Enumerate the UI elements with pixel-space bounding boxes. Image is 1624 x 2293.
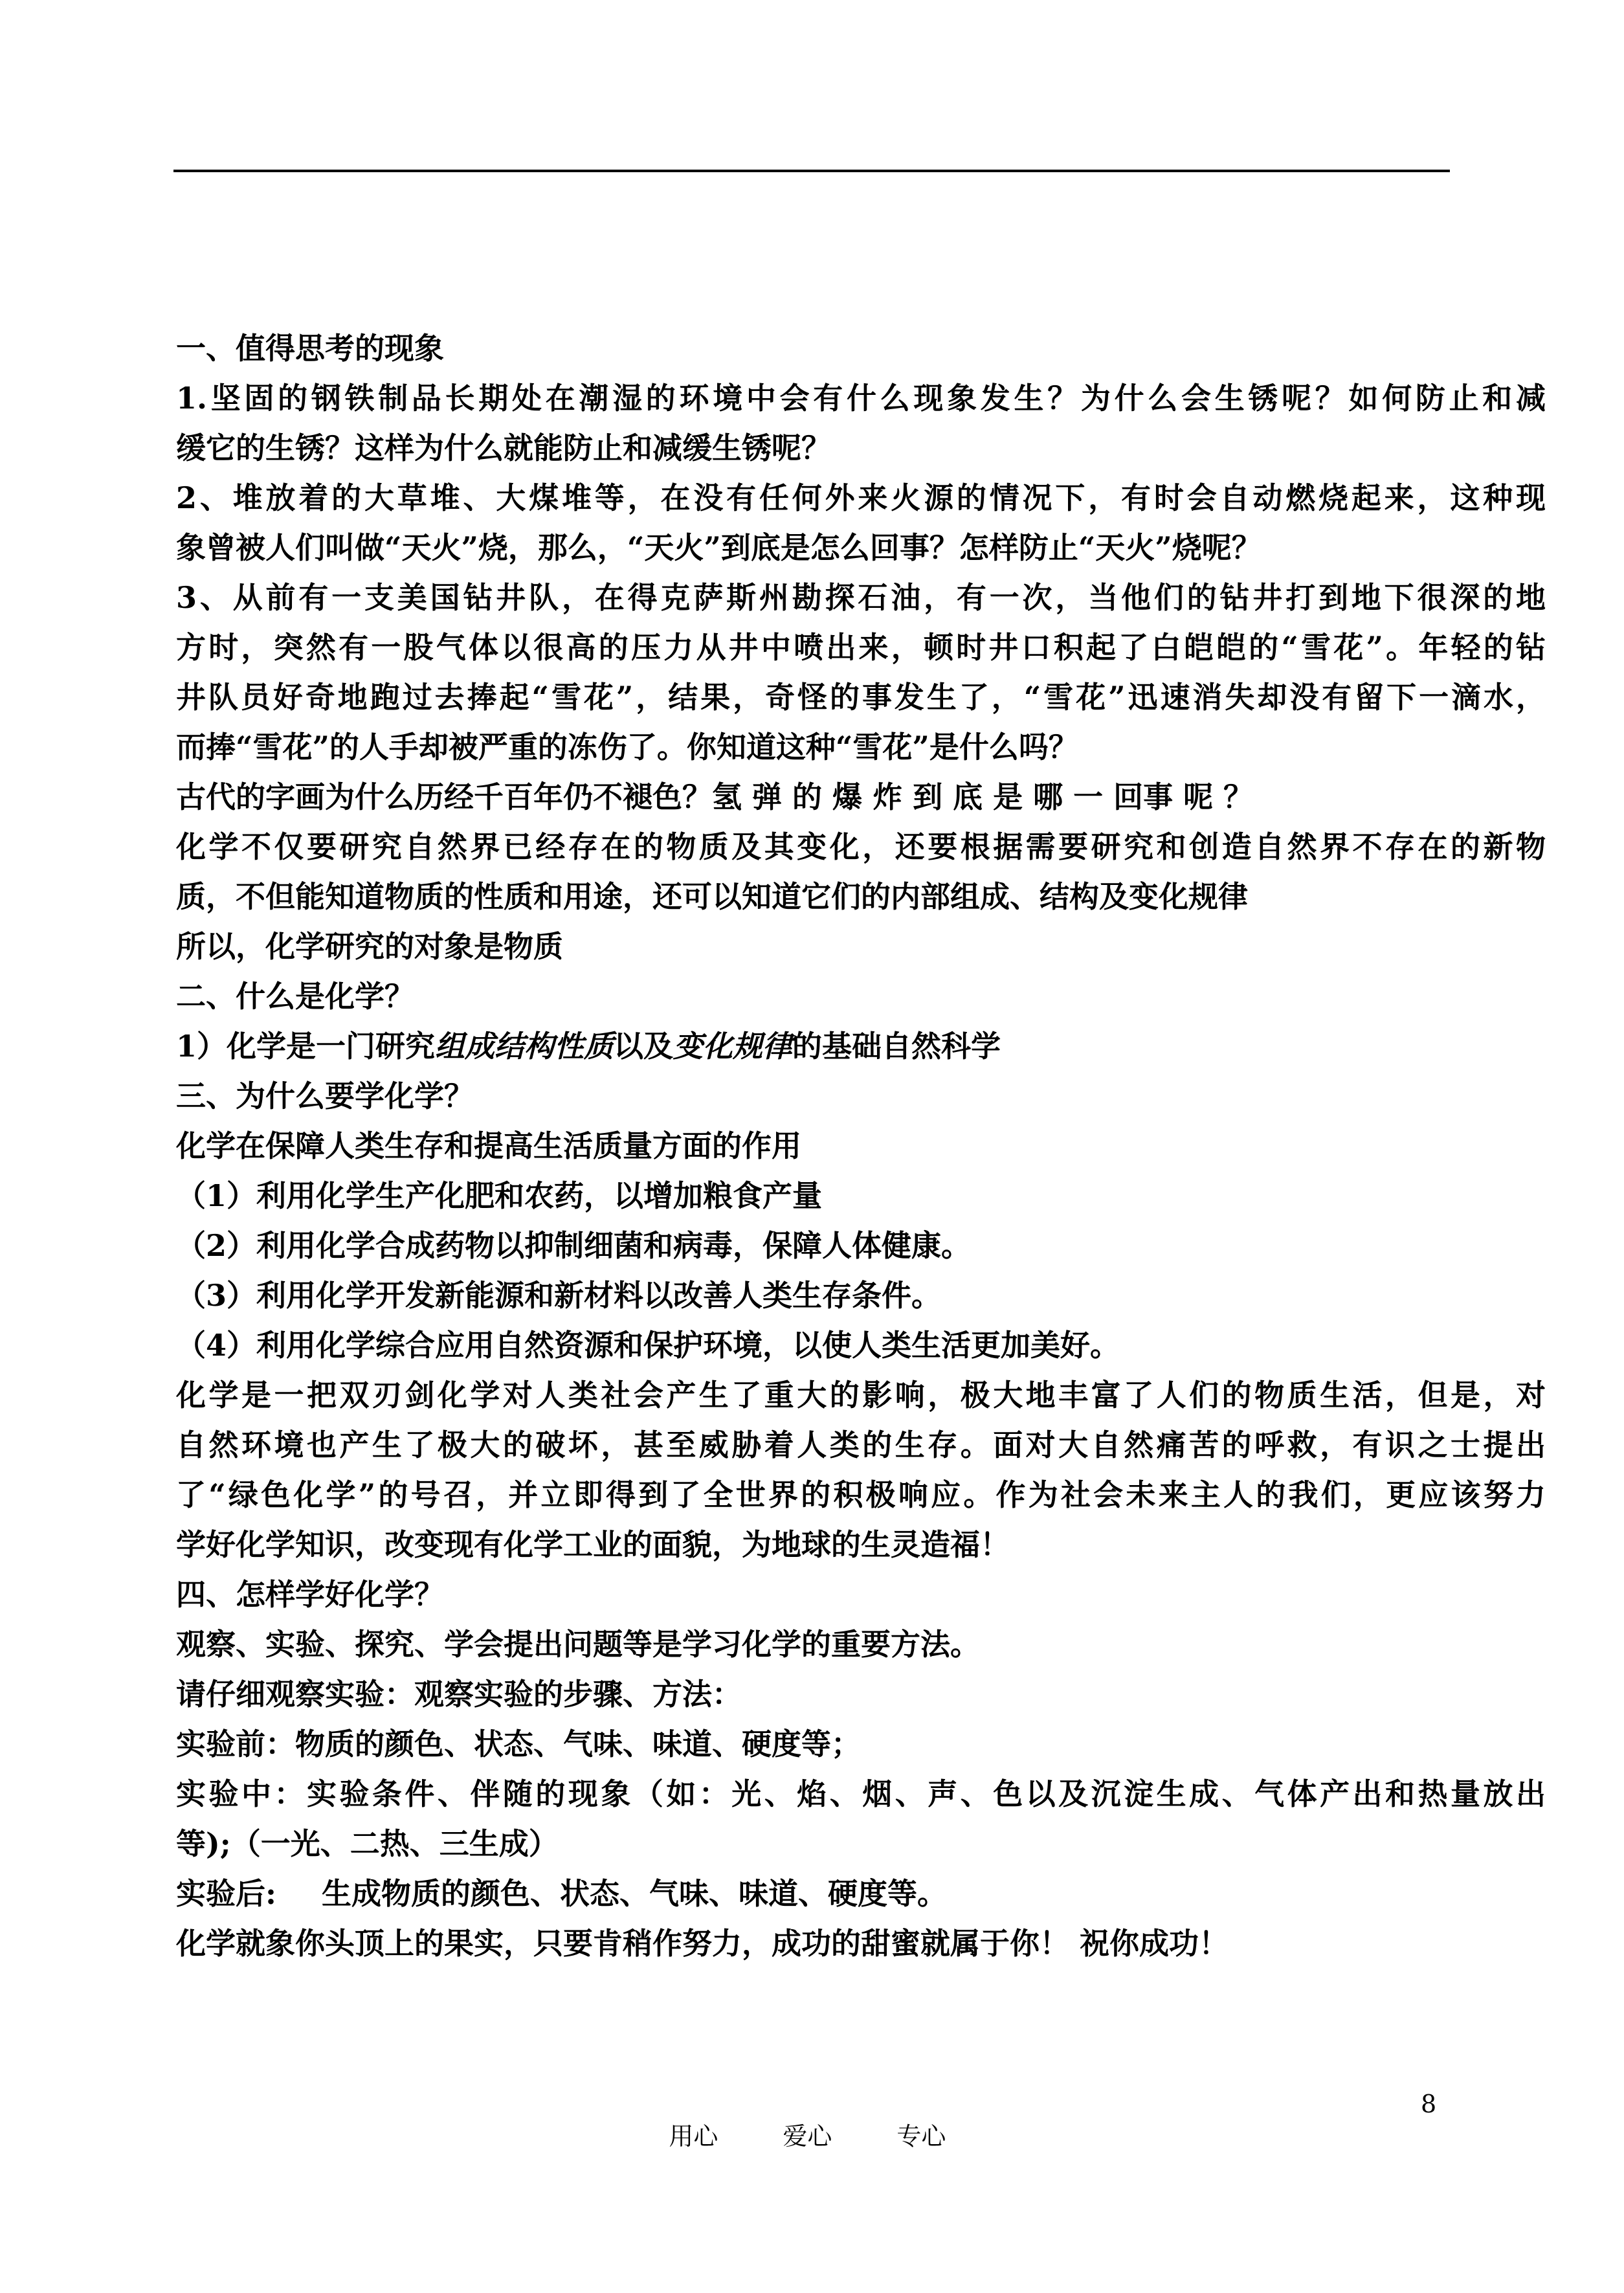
text-line: 实验中：实验条件、伴随的现象（如：光、焰、烟、声、色以及沉淀生成、气体产出和热量放出 [176, 1776, 1546, 1811]
text-line: 观察、实验、探究、学会提出问题等是学习化学的重要方法。 [176, 1627, 980, 1662]
footer-motto-3: 专心 [896, 2122, 946, 2151]
page-number: 8 [1421, 2090, 1437, 2118]
text-line: （3）利用化学开发新能源和新材料以改善人类生存条件。 [176, 1278, 942, 1313]
definition-suffix: 的基础自然科学 [792, 1029, 1001, 1064]
definition-prefix: 1）化学是一门研究 [176, 1029, 436, 1064]
text-line: 等);（一光、二热、三生成） [176, 1826, 559, 1861]
text-line: 化学不仅要研究自然界已经存在的物质及其变化，还要根据需要研究和创造自然界不存在的新物 [176, 829, 1546, 864]
text-line: 3、从前有一支美国钻井队，在得克萨斯州勘探石油，有一次，当他们的钻井打到地下很深的地 [176, 580, 1546, 615]
text-line: 化学就象你头顶上的果实，只要肯稍作努力，成功的甜蜜就属于你！ 祝你成功！ [176, 1926, 1229, 1961]
footer-motto [638, 2088, 1010, 2185]
text-line: 二、什么是化学？ [176, 979, 414, 1014]
text-line: 四、怎样学好化学？ [176, 1577, 444, 1612]
text-line: 缓它的生锈？这样为什么就能防止和减缓生锈呢？ [176, 431, 831, 465]
text-line: （1）利用化学生产化肥和农药，以增加粮食产量 [176, 1178, 823, 1213]
after-experiment-label: 实验后: [176, 1876, 276, 1911]
after-experiment-text: 生成物质的颜色、状态、气味、味道、硬度等。 [321, 1876, 947, 1911]
definition-emphasis-structure: 组成结构性质 [435, 1029, 614, 1064]
footer-motto-2: 爱心 [783, 2122, 832, 2151]
definition-mid: 以及 [614, 1029, 674, 1064]
text-line: 质，不但能知道物质的性质和用途，还可以知道它们的内部组成、结构及变化规律 [176, 879, 1248, 914]
text-line: 三、为什么要学化学？ [176, 1079, 474, 1113]
text-line: 象曾被人们叫做“天火”烧，那么，“天火”到底是怎么回事？怎样防止“天火”烧呢？ [176, 530, 1262, 565]
text-line: 2、堆放着的大草堆、大煤堆等，在没有任何外来火源的情况下，有时会自动燃烧起来，这种现 [176, 480, 1546, 515]
text-line: （2）利用化学合成药物以抑制细菌和病毒，保障人体健康。 [176, 1228, 972, 1263]
text-line: 了“绿色化学”的号召，并立即得到了全世界的积极响应。作为社会未来主人的我们，更应该努力 [176, 1477, 1546, 1512]
document-body [176, 324, 1561, 1969]
footer-motto-1: 用心 [669, 2122, 718, 2151]
header-rule [173, 170, 1450, 172]
text-line: 学好化学知识，改变现有化学工业的面貌，为地球的生灵造福！ [176, 1527, 1010, 1562]
text-line: 而捧“雪花”的人手却被严重的冻伤了。你知道这种“雪花”是什么吗？ [176, 730, 1078, 765]
text-line: 请仔细观察实验：观察实验的步骤、方法： [176, 1677, 742, 1712]
text-line: 实验前：物质的颜色、状态、气味、味道、硬度等； [176, 1727, 861, 1762]
text-line: 化学在保障人类生存和提高生活质量方面的作用 [176, 1128, 801, 1163]
text-line [176, 1022, 1561, 1071]
text-line: 一、值得思考的现象 [176, 331, 444, 366]
text-line: 1.坚固的钢铁制品长期处在潮湿的环境中会有什么现象发生？为什么会生锈呢？如何防止和减 [176, 381, 1546, 416]
text-line: （4）利用化学综合应用自然资源和保护环境，以使人类生活更加美好。 [176, 1328, 1120, 1363]
text-line: 化学是一把双刃剑化学对人类社会产生了重大的影响，极大地丰富了人们的物质生活，但是，对 [176, 1378, 1546, 1413]
text-line: 古代的字画为什么历经千百年仍不褪色？氢 弹 的 爆 炸 到 底 是 哪 一 回事 呢 ？ [176, 779, 1254, 814]
text-line [176, 1869, 1561, 1919]
text-line: 方时，突然有一股气体以很高的压力从井中喷出来，顿时井口积起了白皑皑的“雪花”。年轻的钻 [176, 630, 1546, 665]
text-line: 所以，化学研究的对象是物质 [176, 929, 563, 964]
definition-emphasis-law: 变化规律 [673, 1029, 793, 1064]
text-line: 井队员好奇地跑过去捧起“雪花”，结果，奇怪的事发生了，“雪花”迅速消失却没有留下一滴水， [176, 680, 1546, 715]
text-line: 自然环境也产生了极大的破坏，甚至威胁着人类的生存。面对大自然痛苦的呼救，有识之士提出 [176, 1427, 1546, 1462]
